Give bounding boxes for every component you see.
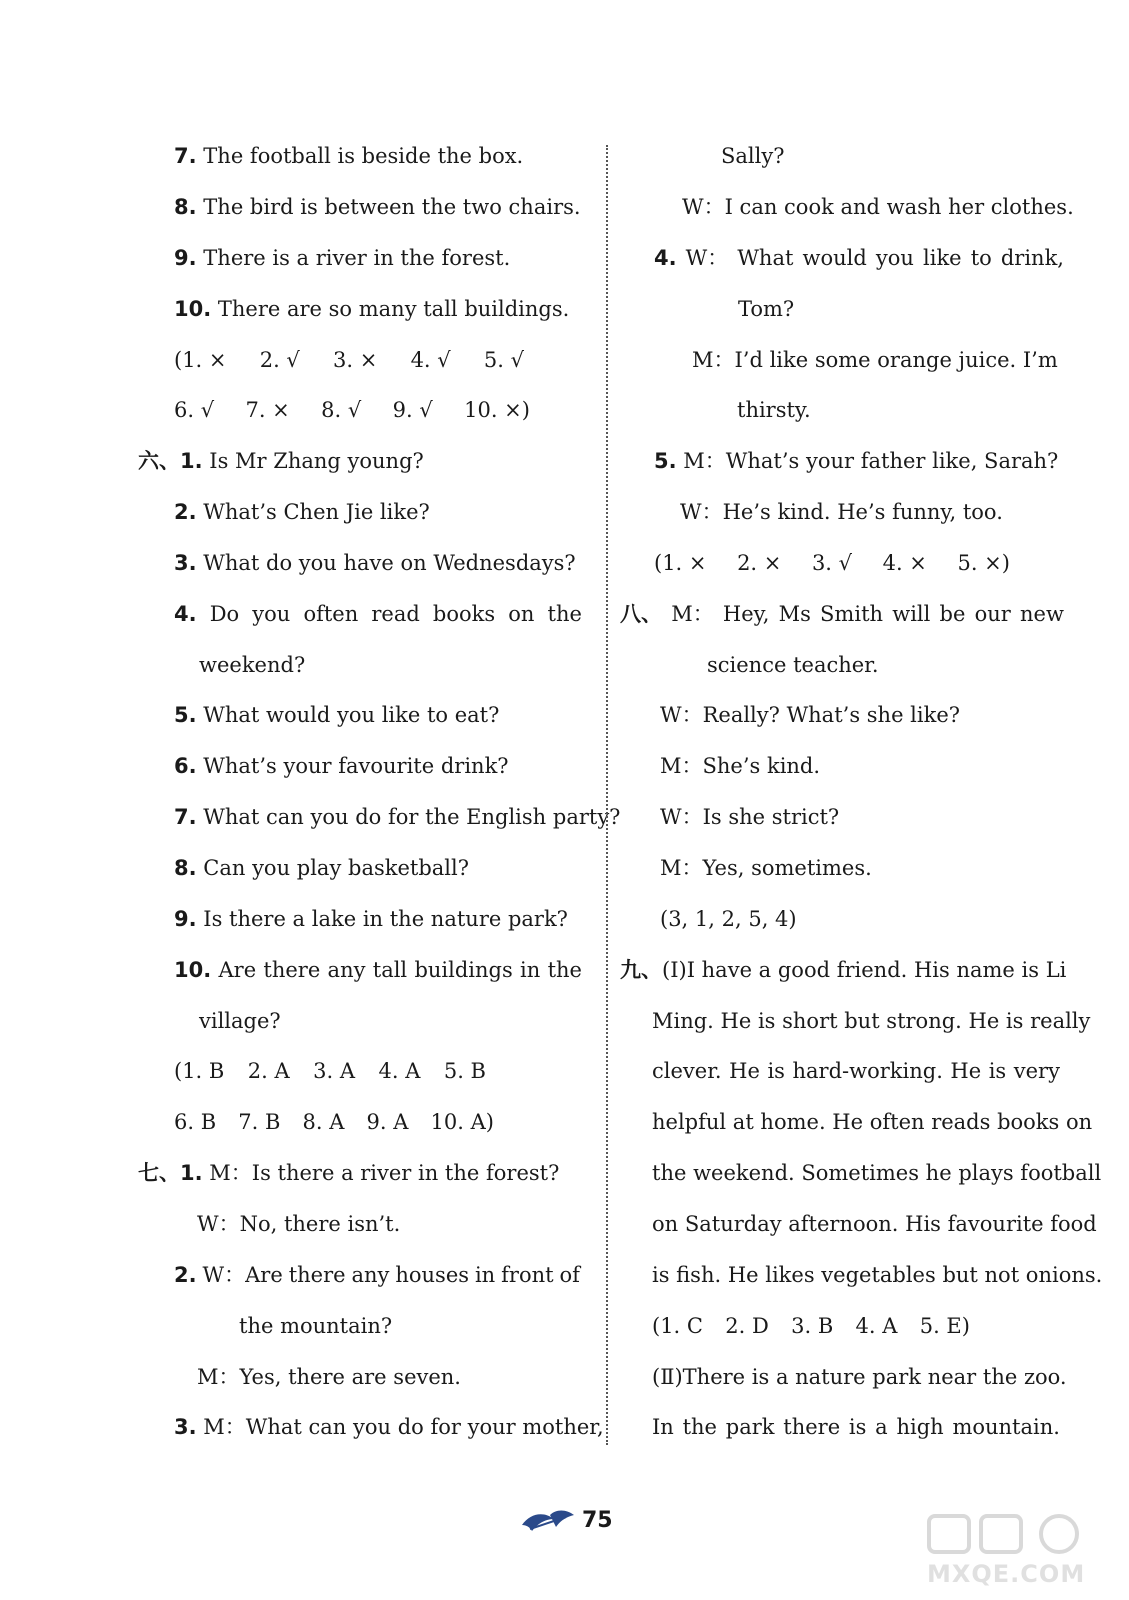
item-number: 10. <box>174 958 212 982</box>
word: there <box>288 1263 346 1287</box>
s6-q-2 <box>174 499 430 525</box>
answer: 2. D <box>725 1314 769 1338</box>
word: hard-working. <box>792 1059 943 1083</box>
word: to <box>970 246 992 270</box>
word: books <box>432 602 496 626</box>
s8-line-4: M：She’s kind. <box>660 754 821 778</box>
answer: 4. A <box>855 1314 898 1338</box>
s7-dialogue-4-reply: M：I’d like some orange juice. I’m <box>692 348 1058 372</box>
answer: 9. √ <box>392 398 433 422</box>
item-text: The football is beside the box. <box>203 144 524 168</box>
answer: 7. B <box>238 1110 281 1134</box>
word: Ms <box>778 602 811 626</box>
s9-part1-line: Ming. He is short but strong. He is really <box>652 1009 1091 1033</box>
answer: 3. B <box>791 1314 834 1338</box>
s9-part1-line: on Saturday afternoon. His favourite food <box>652 1212 1097 1236</box>
answer: 10. ×) <box>464 398 530 422</box>
word: Hey, <box>722 602 770 626</box>
answer: 9. A <box>366 1110 409 1134</box>
s8-line-3: W：Really? What’s she like? <box>660 703 961 727</box>
word: would <box>802 246 867 270</box>
word: high <box>896 1415 944 1439</box>
item-number: 9. <box>174 246 197 270</box>
s5-item-10 <box>174 296 569 322</box>
answer: (1. × <box>654 551 707 575</box>
word: park <box>725 1415 775 1439</box>
s9-part1-line: helpful at home. He often reads books on <box>652 1110 1093 1134</box>
s8-line-6: M：Yes, sometimes. <box>660 856 872 880</box>
word: He <box>950 1059 982 1083</box>
section-marker: 六、 <box>138 449 180 473</box>
s6-q-10-cont: village? <box>199 1009 281 1033</box>
s5-item-9 <box>174 245 510 271</box>
s7-dialogue-3 <box>174 1414 604 1440</box>
s6-q-5 <box>174 702 499 728</box>
s7-dialogue-2 <box>174 1262 580 1288</box>
section-marker: 七、 <box>138 1161 180 1185</box>
part-label: (Ⅰ) <box>662 958 687 982</box>
word: new <box>1020 602 1064 626</box>
item-number: 5. <box>174 703 197 727</box>
answer: (1. × <box>174 348 227 372</box>
word: buildings <box>414 958 513 982</box>
s6-answers-row-1 <box>174 1058 486 1084</box>
item-number: 10. <box>174 297 212 321</box>
page-footer <box>520 1505 613 1535</box>
s9-part1-answers <box>652 1313 970 1339</box>
answer: 5. B <box>443 1059 486 1083</box>
word: is <box>848 1415 867 1439</box>
answer: 4. × <box>882 551 927 575</box>
s5-answers-row-2 <box>174 397 530 423</box>
answer: 6. √ <box>174 398 215 422</box>
s7-dialogue-5-reply: W：He’s kind. He’s funny, too. <box>680 500 1003 524</box>
answer: 8. √ <box>321 398 362 422</box>
word: tall <box>372 958 408 982</box>
word: a <box>875 1415 888 1439</box>
word: mountain. <box>952 1415 1060 1439</box>
word: is <box>767 1059 785 1083</box>
word: front <box>501 1263 554 1287</box>
word: W： <box>685 246 729 270</box>
item-text: Can you play basketball? <box>203 856 469 880</box>
item-number: 8. <box>174 195 197 219</box>
word: our <box>974 602 1011 626</box>
s7-dialogue-4 <box>654 245 1064 271</box>
section-marker: 九、 <box>620 958 662 982</box>
s9-part1-line <box>652 1058 1060 1084</box>
item-text: Is Mr Zhang young? <box>209 449 424 473</box>
watermark-icon <box>919 1512 1099 1562</box>
word: will <box>892 602 931 626</box>
answer: 5. √ <box>483 348 524 372</box>
answer: 4. √ <box>410 348 451 372</box>
item-number: 3. <box>174 1415 197 1439</box>
item-number: 9. <box>174 907 197 931</box>
s6-q-6 <box>174 753 509 779</box>
s5-item-7 <box>174 143 523 169</box>
s6-q-4 <box>174 601 582 627</box>
answer: 4. A <box>378 1059 421 1083</box>
item-number: 5. <box>654 449 677 473</box>
item-number: 1. <box>180 1161 203 1185</box>
item-number: 2. <box>174 1263 197 1287</box>
word: W：Are <box>202 1263 283 1287</box>
item-number: 7. <box>174 144 197 168</box>
s6-q-10 <box>174 957 582 983</box>
word: like <box>923 246 962 270</box>
s7-dialogue-4-reply-cont: thirsty. <box>737 398 811 422</box>
dialogue-line: M：What can you do for your mother, <box>203 1415 604 1439</box>
word: clever. <box>652 1059 722 1083</box>
word: any <box>327 958 366 982</box>
answer: 3. A <box>313 1059 356 1083</box>
s7-dialogue-2-cont: the mountain? <box>239 1314 393 1338</box>
s7-dialogue-1-reply: W：No, there isn’t. <box>197 1212 401 1236</box>
page-number: 75 <box>582 1507 613 1533</box>
word: you <box>252 602 291 626</box>
word: He <box>729 1059 760 1083</box>
item-text: There are so many tall buildings. <box>217 297 570 321</box>
section-marker: 八、 <box>620 602 662 626</box>
answer: 5. ×) <box>957 551 1010 575</box>
s7-dialogue-5 <box>654 448 1058 474</box>
watermark-logo <box>919 1512 1099 1592</box>
word: the <box>547 958 582 982</box>
word: In <box>652 1415 674 1439</box>
s8-line-1-cont: science teacher. <box>707 653 879 677</box>
leaf-icon <box>520 1505 576 1535</box>
word: often <box>303 602 359 626</box>
s7-dialogue-4-cont: Tom? <box>738 297 795 321</box>
s6-q-8 <box>174 855 469 881</box>
item-number: 4. <box>654 246 677 270</box>
s7-dialogue-1 <box>138 1160 559 1186</box>
answer: (1. B <box>174 1059 225 1083</box>
item-text: The bird is between the two chairs. <box>203 195 581 219</box>
word: be <box>939 602 966 626</box>
item-number: 4. <box>174 602 197 626</box>
dialogue-line: M：Is there a river in the forest? <box>209 1161 560 1185</box>
item-text: Is there a lake in the nature park? <box>203 907 568 931</box>
s8-line-1 <box>620 601 1064 627</box>
s7-dialogue-3-cont: Sally? <box>721 144 785 168</box>
s9-part2-line-1 <box>652 1364 1067 1390</box>
s9-part1-line: is fish. He likes vegetables but not onions. <box>652 1263 1103 1287</box>
item-number: 1. <box>180 449 203 473</box>
word: houses <box>395 1263 470 1287</box>
s6-q-7 <box>174 804 620 830</box>
item-text: What would you like to eat? <box>203 703 500 727</box>
answer: (1. C <box>652 1314 703 1338</box>
word: you <box>875 246 914 270</box>
s6-q-3 <box>174 550 576 576</box>
word: in <box>474 1263 496 1287</box>
word: M： <box>671 602 714 626</box>
dialogue-line: M：What’s your father like, Sarah? <box>683 449 1059 473</box>
item-text: What do you have on Wednesdays? <box>203 551 576 575</box>
word: the <box>682 1415 717 1439</box>
paragraph-text: I have a good friend. His name is Li <box>686 958 1067 982</box>
item-number: 3. <box>174 551 197 575</box>
item-number: 2. <box>174 500 197 524</box>
answer: 3. √ <box>811 551 853 575</box>
watermark-text: MXQE.COM <box>927 1560 1086 1588</box>
s6-q-9 <box>174 906 568 932</box>
word: Are <box>218 958 257 982</box>
word: What <box>737 246 794 270</box>
item-number: 6. <box>174 754 197 778</box>
item-text: What can you do for the English party? <box>203 805 621 829</box>
word: of <box>559 1263 580 1287</box>
word: read <box>371 602 420 626</box>
s9-part1-line-1 <box>620 957 1066 983</box>
word: drink, <box>1000 246 1064 270</box>
part-label: (Ⅱ) <box>652 1365 683 1389</box>
answer: 3. × <box>333 348 378 372</box>
s7-dialogue-3-reply: W：I can cook and wash her clothes. <box>682 195 1074 219</box>
item-number: 7. <box>174 805 197 829</box>
s8-line-5: W：Is she strict? <box>660 805 840 829</box>
word: Smith <box>820 602 884 626</box>
s7-dialogue-2-reply: M：Yes, there are seven. <box>197 1365 461 1389</box>
answer: 6. B <box>174 1110 217 1134</box>
item-text: There is a river in the forest. <box>203 246 511 270</box>
word: the <box>547 602 582 626</box>
answer: 2. √ <box>259 348 300 372</box>
s5-item-8 <box>174 194 581 220</box>
s9-part1-line: the weekend. Sometimes he plays football <box>652 1161 1102 1185</box>
item-number: 8. <box>174 856 197 880</box>
s6-q-1 <box>138 448 424 474</box>
s9-part2-line-2 <box>652 1414 1060 1440</box>
answer: 10. A) <box>430 1110 494 1134</box>
answer: 7. × <box>245 398 290 422</box>
word: in <box>520 958 541 982</box>
answer: 8. A <box>302 1110 345 1134</box>
word: there <box>263 958 321 982</box>
answer: 5. E) <box>919 1314 970 1338</box>
item-text: What’s Chen Jie like? <box>203 500 430 524</box>
column-divider <box>606 145 608 1445</box>
item-text: What’s your favourite drink? <box>203 754 509 778</box>
word: there <box>783 1415 841 1439</box>
s6-q-4-cont: weekend? <box>199 653 306 677</box>
s8-answer: (3, 1, 2, 5, 4) <box>660 907 797 931</box>
word: any <box>351 1263 390 1287</box>
answer: 2. × <box>737 551 782 575</box>
s6-answers-row-2 <box>174 1109 494 1135</box>
s5-answers-row-1 <box>174 347 524 373</box>
s7-answers <box>654 550 1010 576</box>
answer: 2. A <box>247 1059 290 1083</box>
word: Do <box>209 602 240 626</box>
paragraph-text: There is a nature park near the zoo. <box>682 1365 1067 1389</box>
word: is <box>988 1059 1007 1083</box>
word: very <box>1013 1059 1060 1083</box>
word: on <box>508 602 535 626</box>
